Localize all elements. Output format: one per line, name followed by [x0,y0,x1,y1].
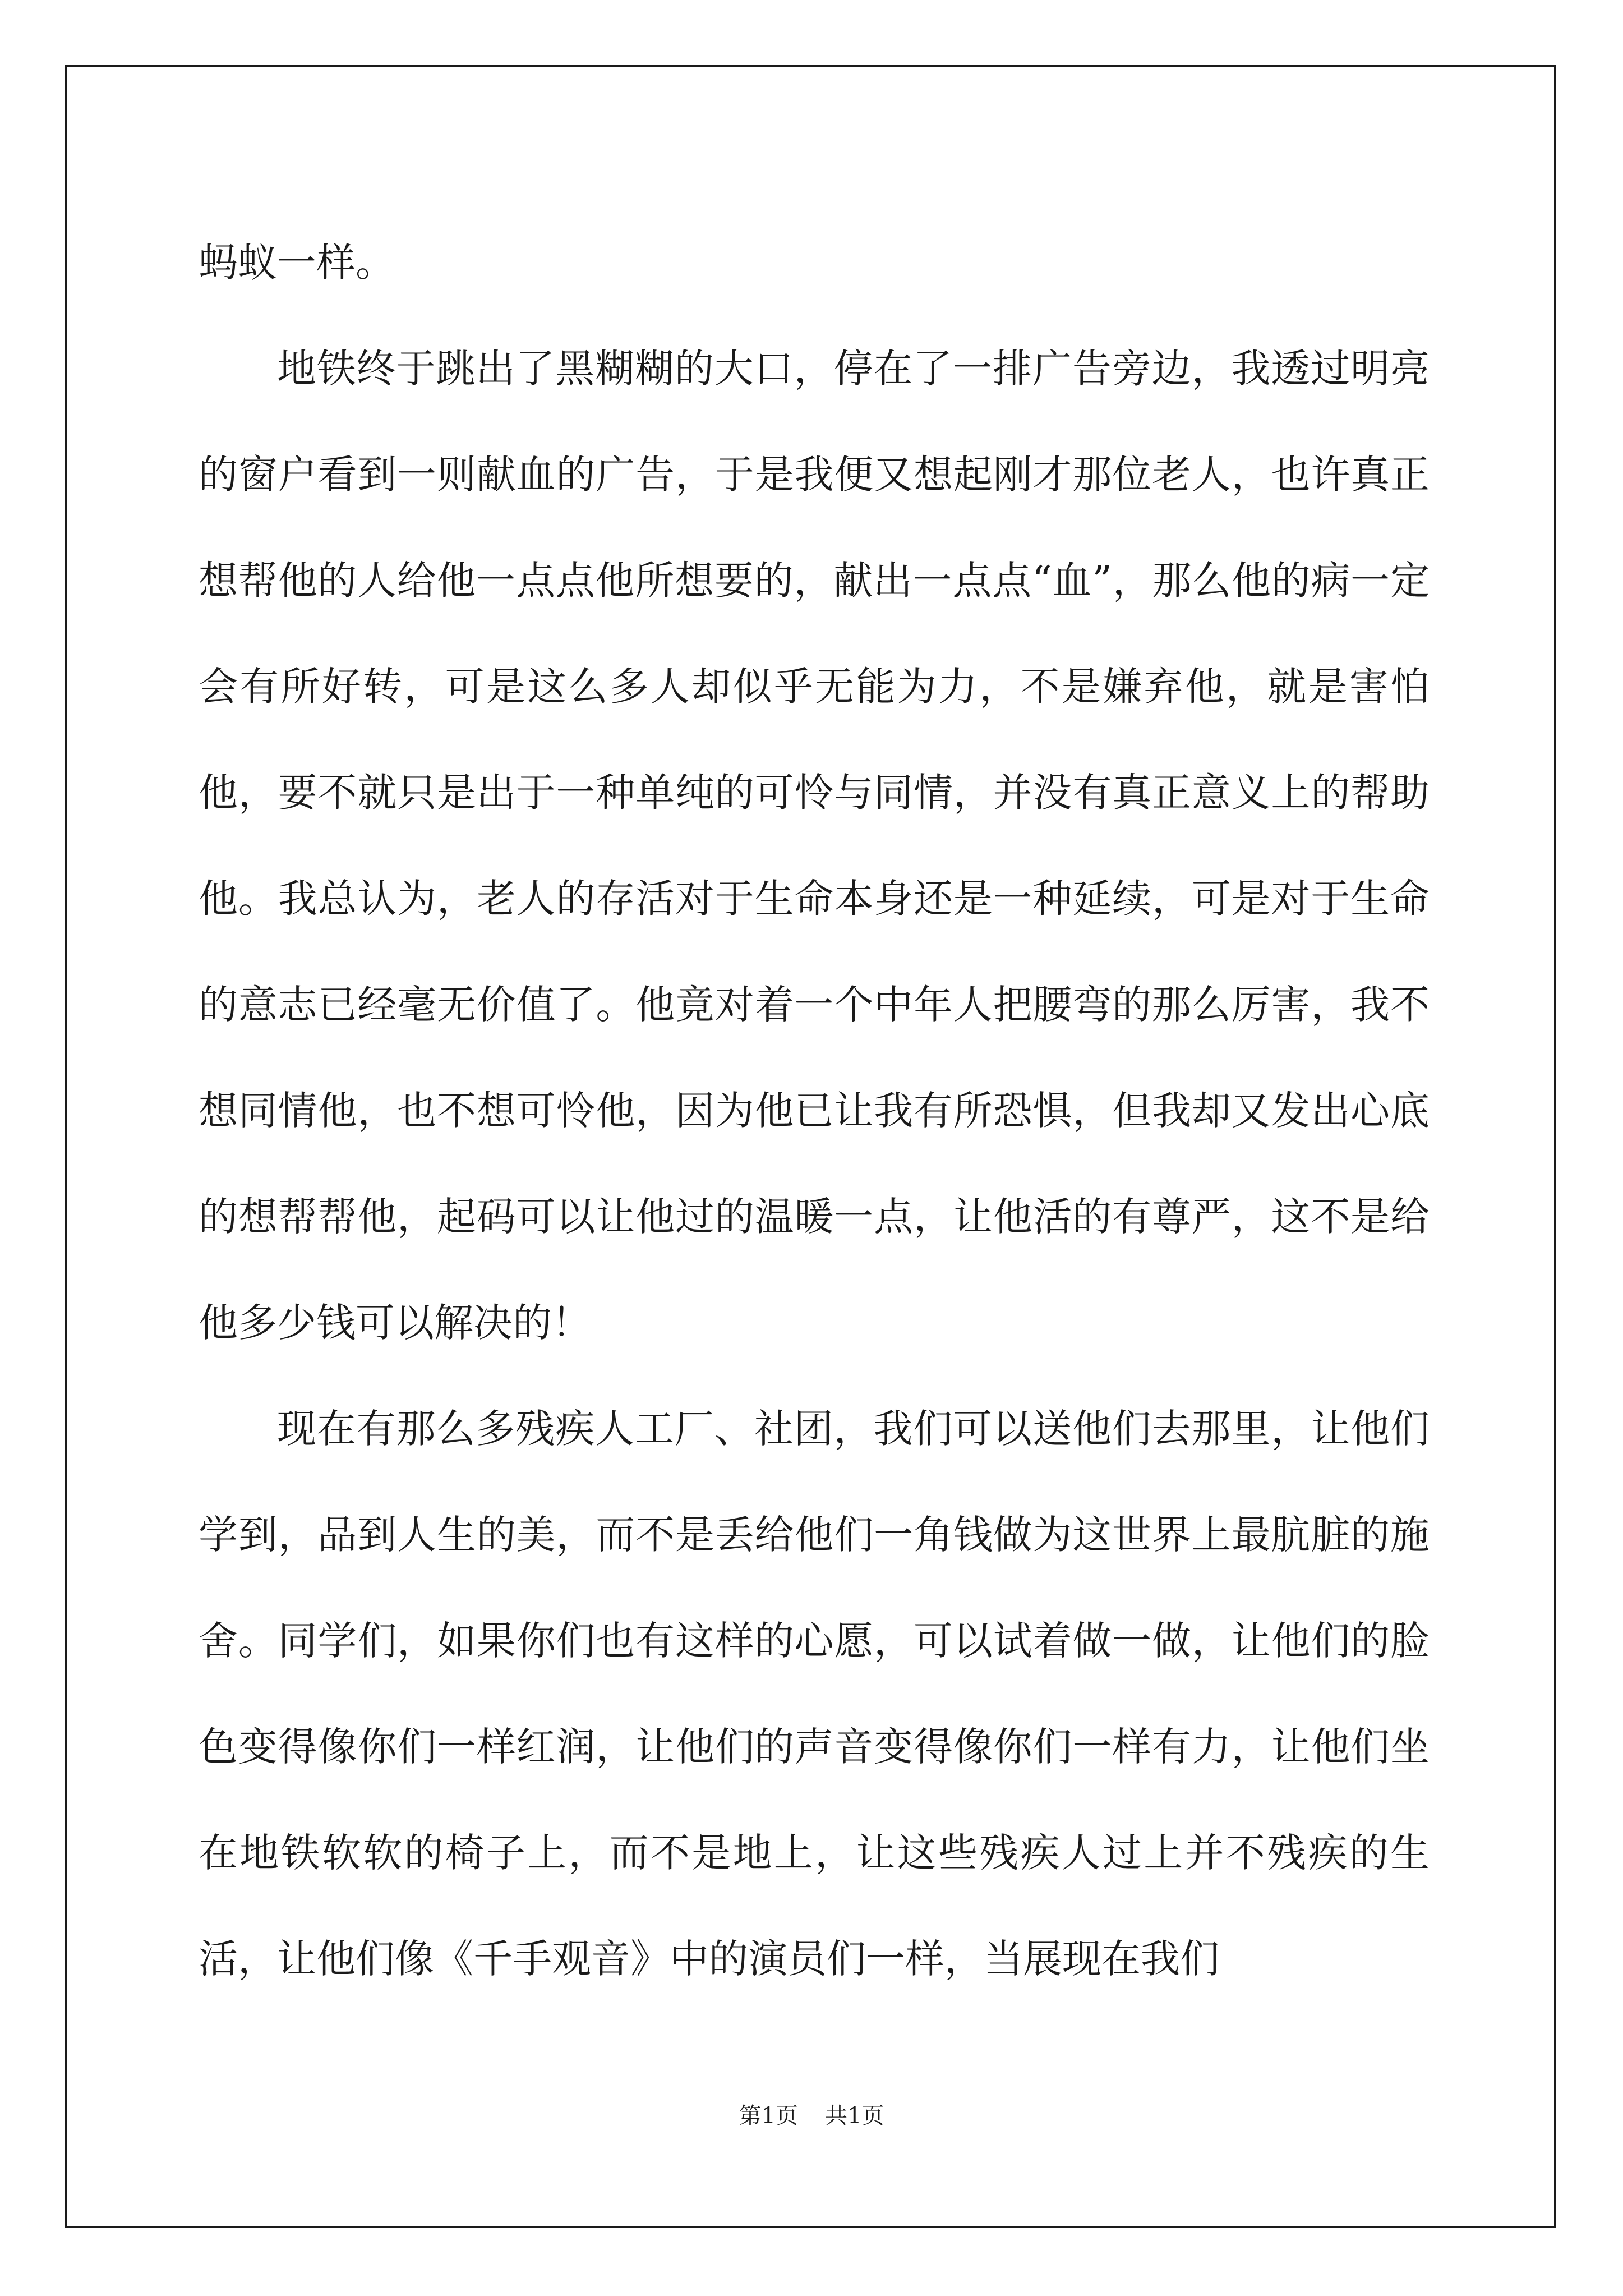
paragraph-3: 现在有那么多残疾人工厂、社团，我们可以送他们去那里，让他们学到，品到人生的美，而不是丢给他们一角钱做为这世界上最肮脏的施舍。同学们，如果你们也有这样的心愿，可以试着做一做，让他们的脸色变得像你们一样红润，让他们的声音变得像你们一样有力，让他们坐在地铁软软的椅子上，而不是地上，让这些残疾人过上并不残疾的生活，让他们像《千手观音》中的演员们一样，当展现在我们 [199,1406,1430,1982]
paragraph-1: 蚂蚁一样。 [199,240,395,286]
page-number: 第1页 [739,2103,798,2129]
paragraph-2: 地铁终于跳出了黑糊糊的大口，停在了一排广告旁边，我透过明亮的窗户看到一则献血的广告，于是我便又想起刚才那位老人，也许真正想帮他的人给他一点点他所想要的，献出一点点“血”，那么他的病一定会有所好转，可是这么多人却似乎无能为力，不是嫌弃他，就是害怕他，要不就只是出于一种单纯的可怜与同情，并没有真正意义上的帮助他。我总认为，老人的存活对于生命本身还是一种延续，可是对于生命的意志已经毫无价值了。他竟对着一个中年人把腰弯的那么厉害，我不想同情他，也不想可怜他，因为他已让我有所恐惧，但我却又发出心底的想帮帮他，起码可以让他过的温暖一点，让他活的有尊严，这不是给他多少钱可以解决的！ [199,346,1430,1346]
page-total: 共1页 [825,2103,884,2129]
document-body [199,210,1430,2012]
page-footer [0,2098,1623,2130]
